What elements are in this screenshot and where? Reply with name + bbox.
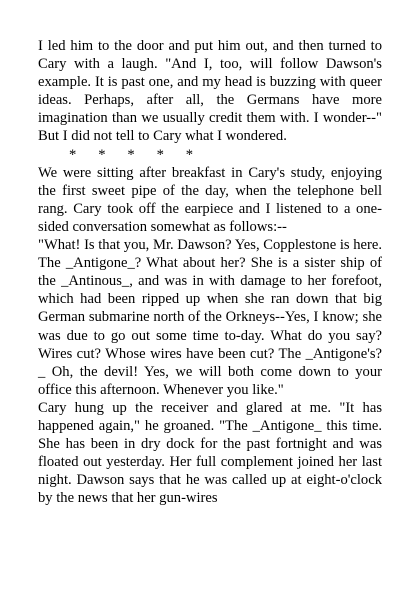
paragraph-3: "What! Is that you, Mr. Dawson? Yes, Copplestone is here. The _Antigone_? What about her? She is a sister ship of the _Antinous_, and was in with damage to her forefoot, which had been ripped up when she ran down that big German submarine north of the Orkneys--Yes, I know; she was due to go out some time to-day. What do you say? Wires cut? Whose wires have been cut? The _Antigone's?_ Oh, the devil! Yes, we will both come down to your office this afternoon. Whenever you like."	[38, 237, 382, 398]
paragraph-2: We were sitting after breakfast in Cary's study, enjoying the first sweet pipe of the day, when the telephone bell rang. Cary took off the earpiece and I listened to a one-sided conversation somewhat as follows:--	[38, 164, 382, 235]
book-page	[38, 37, 382, 507]
paragraph-1: I led him to the door and put him out, and then turned to Cary with a laugh. "And I, too, will follow Dawson's example. It is past one, and my head is buzzing with queer ideas. Perhaps, after all, the Germans have more imagination than we usually credit them with. I wonder--" But I did not tell to Cary what I wondered.	[38, 38, 382, 145]
paragraph-4: Cary hung up the receiver and glared at me. "It has happened again," he groaned. "The _Antigone_ this time. She has been in dry dock for the past fortnight and was floated out yesterday. Her full complement joined her last night. Dawson says that he was called up at eight-o'clock by the news that her gun-wires	[38, 399, 382, 507]
section-break: * * * * *	[69, 146, 194, 163]
